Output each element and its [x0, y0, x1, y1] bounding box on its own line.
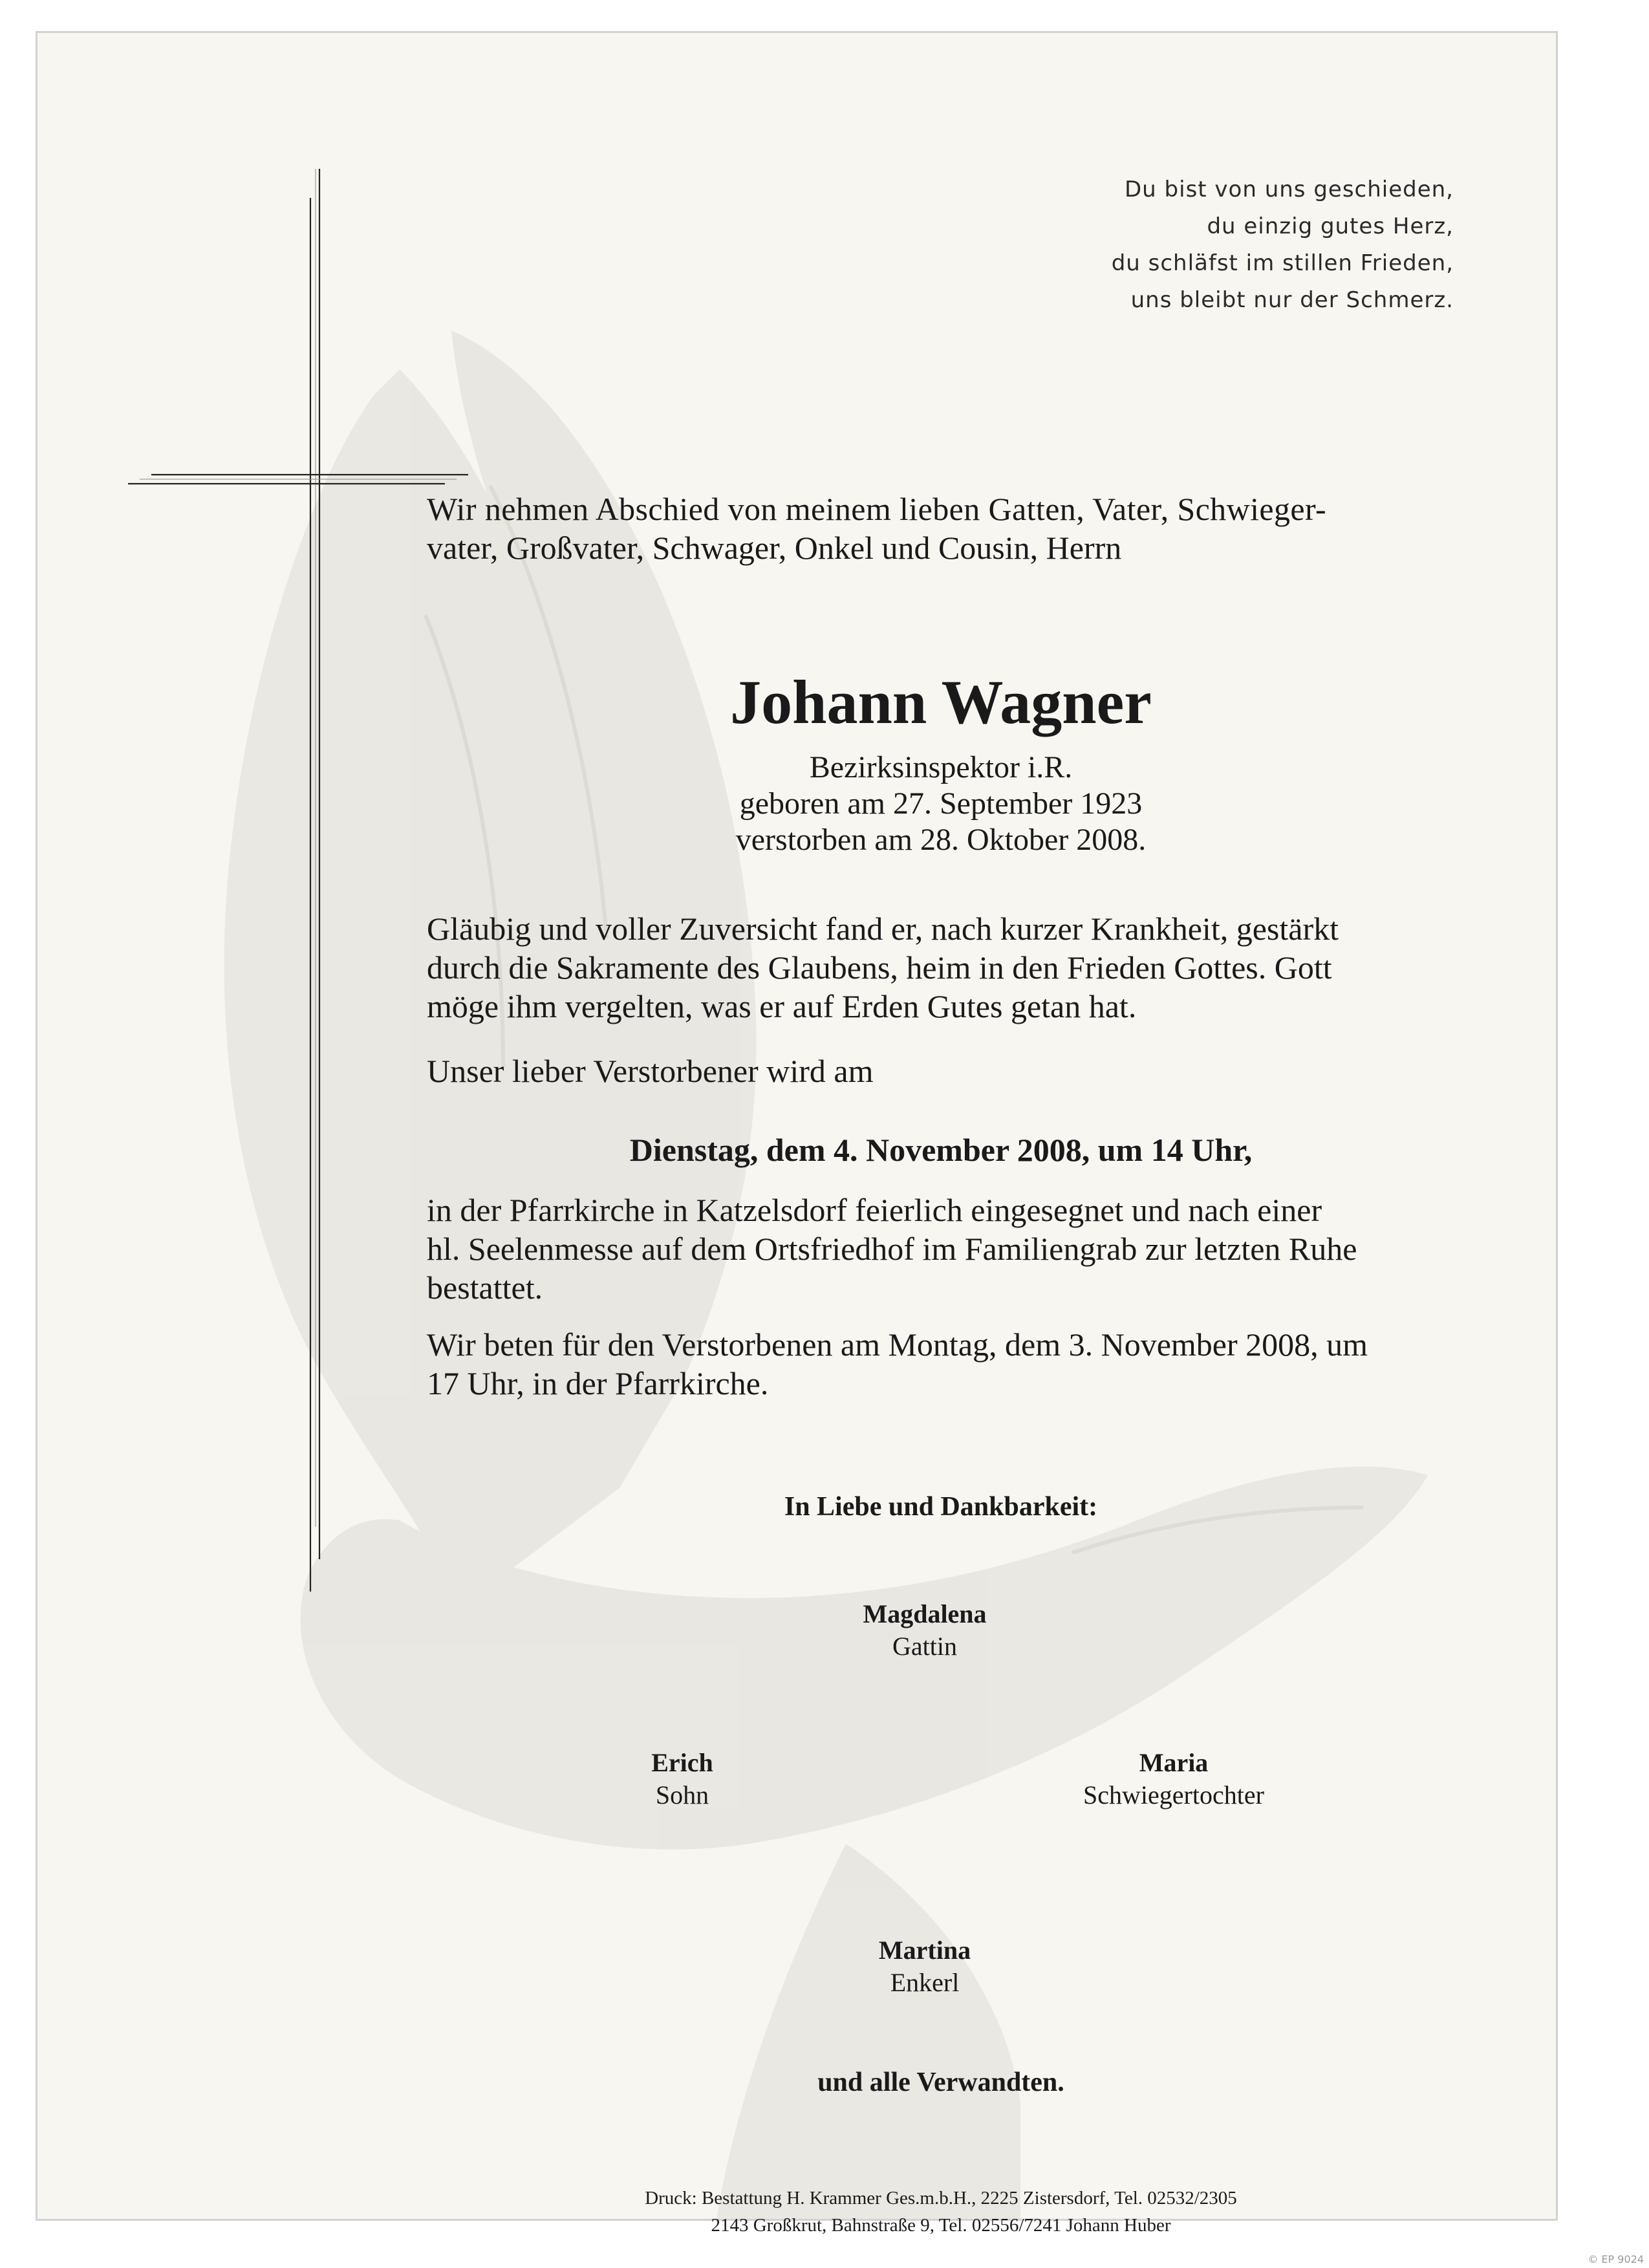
death-date: verstorben am 28. Oktober 2008. [735, 823, 1147, 857]
deceased-info [427, 750, 1455, 858]
intro-text [427, 490, 1455, 567]
paragraph-line: durch die Sakramente des Glaubens, heim in den Frieden Gottes. Gott [427, 949, 1332, 986]
mourner-role: Enkerl [890, 1968, 960, 1997]
mourner-name: Martina [878, 1936, 971, 1965]
paragraph-line: 17 Uhr, in der Pfarrkirche. [427, 1365, 769, 1401]
obituary-sheet [36, 31, 1558, 2236]
paragraph-announcement: Unser lieber Verstorbener wird am [427, 1053, 874, 1089]
paragraph-line: in der Pfarrkirche in Katzelsdorf feierlich eingesegnet und nach einer [427, 1192, 1322, 1228]
paragraph-line: Gläubig und voller Zuversicht fand er, nach kurzer Krankheit, gestärkt [427, 911, 1339, 947]
poem [982, 171, 1454, 319]
mourner-magdalena [731, 1598, 1119, 1663]
paragraph-line: hl. Seelenmesse auf dem Ortsfriedhof im Familiengrab zur letzten Ruhe [427, 1231, 1357, 1267]
printer-footer [427, 2185, 1455, 2239]
mourner-role: Gattin [892, 1632, 957, 1661]
intro-line: Wir nehmen Abschied von meinem lieben Gatten, Vater, Schwieger- [427, 491, 1327, 527]
paragraph-line: möge ihm vergelten, was er auf Erden Gutes getan hat. [427, 988, 1137, 1024]
deceased-name: Johann Wagner [730, 667, 1152, 737]
poem-line: du schläfst im stillen Frieden, [1111, 250, 1454, 276]
product-code: © EP 9024 [1588, 2253, 1644, 2265]
mourner-name: Maria [1139, 1748, 1209, 1777]
mourner-name: Erich [651, 1748, 713, 1777]
paragraph-ceremony [427, 1191, 1455, 1307]
paragraph-prayer [427, 1325, 1455, 1403]
paragraph-faith [427, 909, 1455, 1026]
footer-line: 2143 Großkrut, Bahnstraße 9, Tel. 02556/7241 Johann Huber [711, 2215, 1171, 2236]
mourner-role: Sohn [655, 1780, 709, 1809]
footer-line: Druck: Bestattung H. Krammer Ges.m.b.H., 2225 Zistersdorf, Tel. 02532/2305 [645, 2188, 1237, 2209]
intro-line: vater, Großvater, Schwager, Onkel und Cousin, Herrn [427, 530, 1122, 566]
poem-line: Du bist von uns geschieden, [1125, 177, 1454, 202]
mourner-name: Magdalena [863, 1599, 987, 1628]
mourner-erich [488, 1747, 876, 1811]
poem-line: du einzig gutes Herz, [1207, 213, 1454, 239]
poem-line: uns bleibt nur der Schmerz. [1130, 287, 1454, 313]
paragraph-line: Wir beten für den Verstorbenen am Montag, dem 3. November 2008, um [427, 1326, 1368, 1363]
deceased-title: Bezirksinspektor i.R. [809, 750, 1073, 784]
mourner-martina [731, 1934, 1119, 1999]
paragraph-line: bestattet. [427, 1269, 543, 1306]
funeral-date: Dienstag, dem 4. November 2008, um 14 Uhr, [629, 1132, 1253, 1168]
relatives-line: und alle Verwandten. [817, 2068, 1064, 2097]
thanks-heading: In Liebe und Dankbarkeit: [784, 1492, 1098, 1522]
mourner-maria [980, 1747, 1368, 1811]
mourner-role: Schwiegertochter [1083, 1780, 1264, 1809]
birth-date: geboren am 27. September 1923 [739, 786, 1143, 821]
